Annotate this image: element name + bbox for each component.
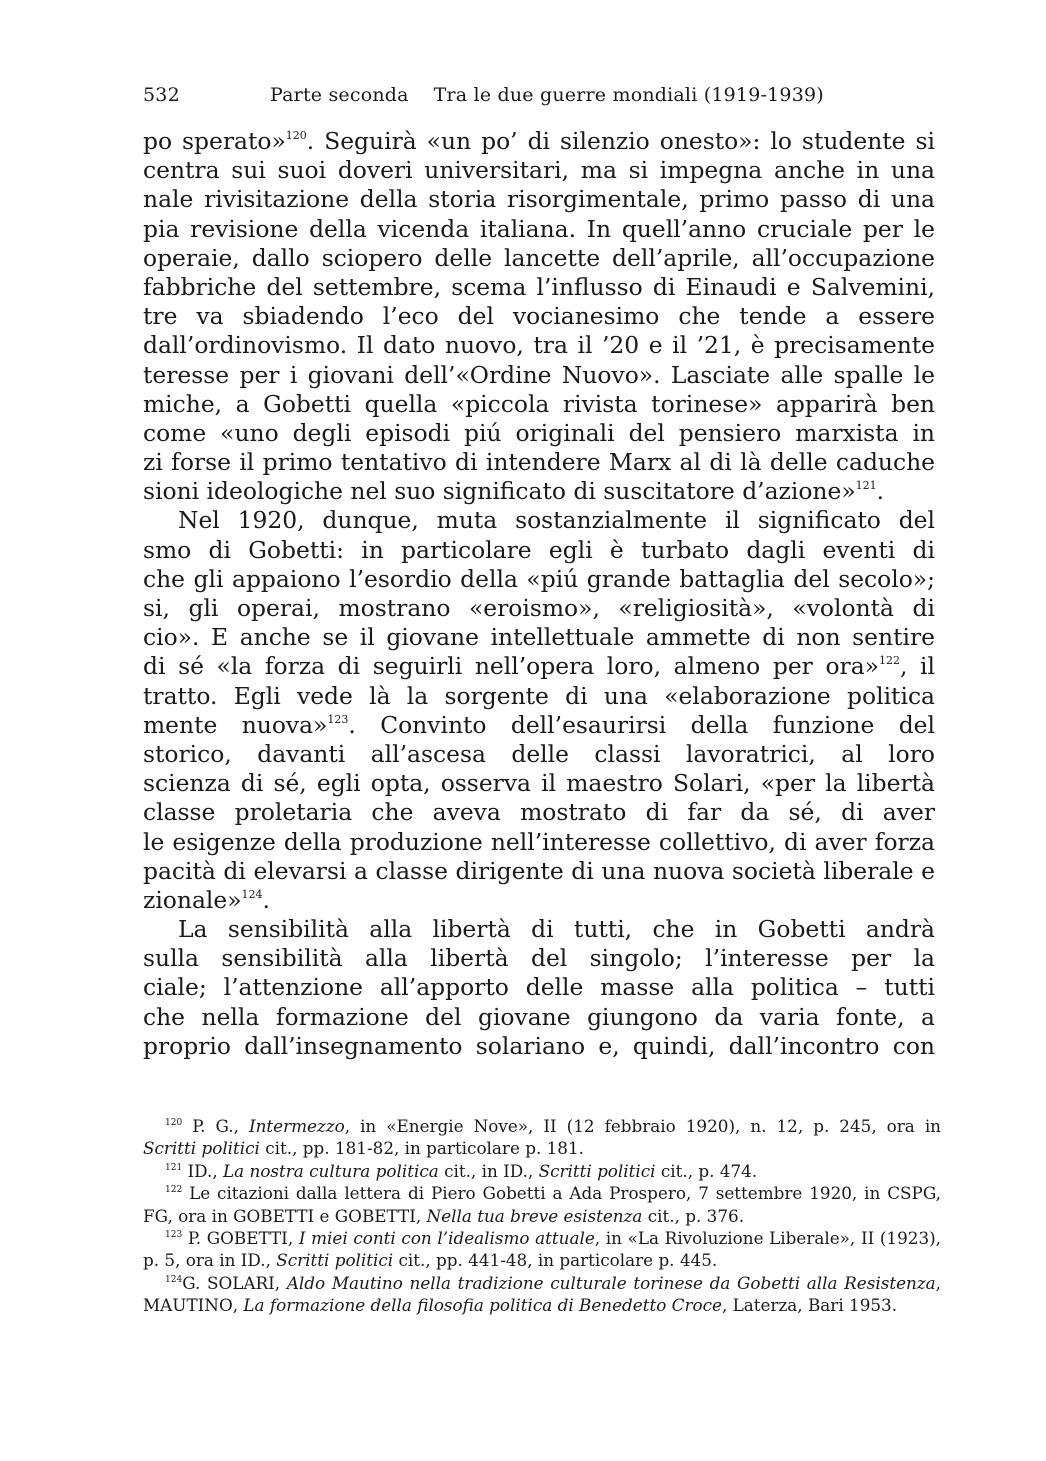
footnote-121: $^{121}$ ID., La nostra cultura politica cit., in ID., Scritti politici cit., p. 474. [165, 1160, 758, 1181]
running-title: Parte seconda Tra le due guerre mondiali (1919-1939) [270, 84, 824, 106]
text-line: zionale»$^{124}$. [143, 885, 270, 914]
text-line: ciale; l’attenzione all’apporto delle masse alla politica – tutti [143, 973, 935, 1002]
footnote-122: $^{122}$ Le citazioni dalla lettera di Piero Gobetti a Ada Prospero, 7 settembre 1920, in CSPG, [165, 1183, 941, 1204]
text-line: po sperato»$^{120}$. Seguirà «un po’ di silenzio onesto»: lo studente si [143, 127, 935, 155]
footnote-ref[interactable]: 120 [285, 129, 307, 142]
text-line: che gli appaiono l’esordio della «piú grande battaglia del secolo»; [143, 564, 935, 593]
text-line: storico, davanti all’ascesa delle classi lavoratrici, al loro [143, 739, 935, 768]
text-line: scienza di sé, egli opta, osserva il maestro Solari, «per la libertà [143, 769, 935, 798]
text-line: sioni ideologiche nel suo significato di suscitatore d’azione»$^{121}$. [143, 477, 885, 506]
footnote-number: 120 [165, 1118, 183, 1128]
text-line: zi forse il primo tentativo di intendere Marx al di là delle caduche [143, 448, 935, 477]
text-line: pia revisione della vicenda italiana. In quell’anno cruciale per le [143, 214, 935, 243]
page-number: 532 [143, 84, 180, 106]
text-line: Nel 1920, dunque, muta sostanzialmente il significato del [178, 506, 935, 535]
text-line: mente nuova»$^{123}$. Convinto dell’esaurirsi della funzione del [143, 710, 935, 739]
footnote-123-cont: p. 5, ora in ID., Scritti politici cit., pp. 441-48, in particolare p. 445. [143, 1250, 718, 1271]
text-line: cio». E anche se il giovane intellettuale ammette di non sentire [143, 623, 935, 652]
text-line: teresse per i giovani dell’«Ordine Nuovo». Lasciate alle spalle le [143, 360, 935, 389]
footnote-number: 124 [165, 1274, 183, 1285]
text-line: sulla sensibilità alla libertà del singolo; l’interesse per la [143, 944, 935, 973]
text-line: dall’ordinovismo. Il dato nuovo, tra il ’20 e il ’21, è precisamente [143, 331, 935, 360]
running-header [143, 84, 943, 114]
footnote-number: 123 [165, 1229, 183, 1240]
text-line: tre va sbiadendo l’eco del vocianesimo che tende a essere [143, 302, 935, 331]
text-line: fabbriche del settembre, scema l’influsso di Einaudi e Salvemini, [143, 272, 935, 301]
footnote-123: $^{123}$ P. GOBETTI, I miei conti con l’idealismo attuale, in «La Rivoluzione Liberale», II (1923), [165, 1227, 941, 1248]
footnote-124: $^{124}$G. SOLARI, Aldo Mautino nella tradizione culturale torinese da Gobetti alla Resistenza, [165, 1272, 941, 1293]
footnote-120: $^{120}$ P. G., Intermezzo, in «Energie Nove», II (12 febbraio 1920), n. 12, p. 245, ora in [165, 1116, 941, 1136]
text-line: proprio dall’insegnamento solariano e, quindi, dall’incontro con [143, 1031, 935, 1060]
text-line: operaie, dallo sciopero delle lancette dell’aprile, all’occupazione [143, 243, 935, 272]
footnote-number: 122 [165, 1185, 183, 1196]
text-line: come «uno degli episodi piú originali del pensiero marxista in [143, 418, 935, 447]
text-line: si, gli operai, mostrano «eroismo», «religiosità», «volontà di [143, 594, 935, 622]
footnote-124-cont: MAUTINO, La formazione della filosofia politica di Benedetto Croce, Laterza, Bari 1953. [143, 1295, 898, 1316]
text-line: che nella formazione del giovane giungono da varia fonte, a [143, 1002, 935, 1031]
footnote-ref[interactable]: 122 [878, 654, 900, 668]
text-line: smo di Gobetti: in particolare egli è turbato dagli eventi di [143, 535, 935, 564]
footnote-122-cont: FG, ora in GOBETTI e GOBETTI, Nella tua breve esistenza cit., p. 376. [143, 1205, 745, 1226]
text-line: di sé «la forza di seguirli nell’opera loro, almeno per ora»$^{122}$, il [143, 652, 935, 681]
footnote-ref[interactable]: 121 [855, 479, 877, 493]
text-line: classe proletaria che aveva mostrato di far da sé, di aver [143, 798, 935, 827]
text-line: centra sui suoi doveri universitari, ma si impegna anche in una [143, 156, 935, 185]
footnote-number: 121 [165, 1162, 183, 1173]
footnote-120-cont: Scritti politici cit., pp. 181-82, in particolare p. 181. [143, 1138, 584, 1159]
text-line: le esigenze della produzione nell’interesse collettivo, di aver forza [143, 827, 935, 856]
main-text [143, 127, 935, 1061]
footnote-ref[interactable]: 123 [327, 712, 349, 726]
text-line: tratto. Egli vede là la sorgente di una «elaborazione politica [143, 681, 935, 710]
text-line: La sensibilità alla libertà di tutti, che in Gobetti andrà [178, 915, 935, 944]
footnote-ref[interactable]: 124 [241, 887, 263, 901]
text-line: miche, a Gobetti quella «piccola rivista torinese» apparirà ben [143, 389, 935, 418]
text-line: pacità di elevarsi a classe dirigente di una nuova società liberale e [143, 856, 935, 885]
text-line: nale rivisitazione della storia risorgimentale, primo passo di una [143, 185, 935, 214]
footnotes [143, 1115, 941, 1317]
